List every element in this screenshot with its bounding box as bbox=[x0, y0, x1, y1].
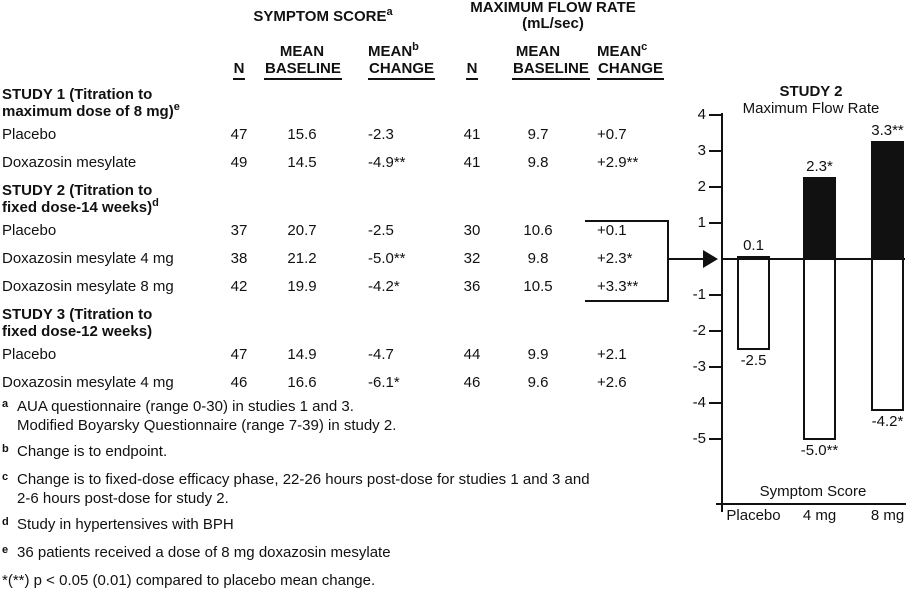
cell-symptom-n: 47 bbox=[230, 125, 248, 143]
y-tick-label: 3 bbox=[697, 142, 706, 159]
cell-symptom-baseline: 20.7 bbox=[287, 221, 317, 239]
n-label: N bbox=[466, 60, 479, 80]
footnote-line: a AUA questionnaire (range 0-30) in studies 1 and 3. bbox=[2, 398, 354, 415]
cell-flow-change: +0.1 bbox=[597, 221, 627, 239]
y-tick-label: -2 bbox=[692, 322, 706, 339]
y-tick-mark bbox=[709, 294, 722, 296]
y-tick-label: 1 bbox=[697, 214, 706, 231]
cell-flow-n: 41 bbox=[463, 125, 481, 143]
footnote-line: Modified Boyarsky Questionnaire (range 7-39) in study 2. bbox=[17, 417, 397, 434]
x-axis-line bbox=[716, 503, 906, 505]
bar-flow-rate-4-mg bbox=[803, 177, 836, 260]
row-label: Doxazosin mesylate 4 mg bbox=[2, 249, 174, 267]
cell-flow-baseline: 9.7 bbox=[527, 125, 549, 143]
row-label: Placebo bbox=[2, 125, 57, 143]
cell-symptom-n: 49 bbox=[230, 153, 248, 171]
cell-symptom-change: -4.2* bbox=[368, 277, 400, 295]
y-tick-mark bbox=[709, 222, 722, 224]
row-label: Doxazosin mesylate 4 mg bbox=[2, 373, 174, 391]
cell-symptom-change: -6.1* bbox=[368, 373, 400, 391]
y-tick-label: -3 bbox=[692, 358, 706, 375]
efficacy-table bbox=[2, 0, 674, 593]
cell-symptom-change: -2.3 bbox=[368, 125, 394, 143]
footnote-line: c Change is to fixed-dose efficacy phase, 22-26 hours post-dose for studies 1 and 3 and bbox=[2, 471, 590, 488]
footnote-line: *(**) p < 0.05 (0.01) compared to placebo mean change. bbox=[2, 572, 376, 589]
cell-symptom-change: -2.5 bbox=[368, 221, 394, 239]
cell-symptom-baseline: 15.6 bbox=[287, 125, 317, 143]
cell-symptom-n: 38 bbox=[230, 249, 248, 267]
row-label: Doxazosin mesylate bbox=[2, 153, 137, 171]
table-row bbox=[2, 148, 674, 176]
cell-flow-n: 30 bbox=[463, 221, 481, 239]
cell-flow-baseline: 10.5 bbox=[523, 277, 553, 295]
cell-flow-change: +3.3** bbox=[597, 277, 639, 295]
category-label-placebo: Placebo bbox=[726, 507, 781, 524]
footnote-line: b Change is to endpoint. bbox=[2, 443, 168, 460]
cell-symptom-n: 46 bbox=[230, 373, 248, 391]
bar-value-label: 0.1 bbox=[743, 237, 764, 254]
n-label: N bbox=[233, 60, 246, 80]
y-tick-label: -4 bbox=[692, 394, 706, 411]
y-tick-label: -1 bbox=[692, 286, 706, 303]
cell-flow-n: 32 bbox=[463, 249, 481, 267]
bar-value-label: -2.5 bbox=[740, 352, 767, 369]
cell-flow-baseline: 10.6 bbox=[523, 221, 553, 239]
footnote bbox=[2, 471, 674, 507]
y-tick-mark bbox=[709, 150, 722, 152]
header-row-columns bbox=[2, 60, 674, 77]
header-ss-n bbox=[214, 60, 264, 80]
footnote-ref-d: d bbox=[152, 197, 159, 209]
cell-flow-n: 41 bbox=[463, 153, 481, 171]
chart-subtitle: Maximum Flow Rate bbox=[742, 100, 880, 117]
footnote-marker: a bbox=[2, 398, 9, 410]
footnote-ref-b: b bbox=[412, 41, 419, 53]
header-row-mean bbox=[2, 43, 674, 60]
y-tick-label: 4 bbox=[697, 106, 706, 123]
cell-symptom-baseline: 14.5 bbox=[287, 153, 317, 171]
footnote-line: d Study in hypertensives with BPH bbox=[2, 516, 234, 533]
bar-flow-rate-8-mg bbox=[871, 141, 904, 260]
cell-symptom-change: -4.9** bbox=[368, 153, 406, 171]
cell-symptom-n: 37 bbox=[230, 221, 248, 239]
header-ss-baseline bbox=[264, 60, 340, 80]
section-title-line2: fixed dose-14 weeks)$^d$ bbox=[2, 197, 159, 216]
y-axis-line bbox=[721, 113, 723, 505]
footnote-ref-a: a bbox=[386, 6, 393, 18]
cell-flow-n: 36 bbox=[463, 277, 481, 295]
table-row bbox=[2, 340, 674, 368]
footnote-line: e 36 patients received a dose of 8 mg doxazosin mesylate bbox=[2, 544, 391, 561]
mean-word: MEAN bbox=[597, 43, 642, 60]
study2-flow-change-callout-box bbox=[585, 220, 669, 302]
table-section-title bbox=[2, 306, 674, 340]
table-row bbox=[2, 120, 674, 148]
cell-flow-change: +0.7 bbox=[597, 125, 627, 143]
y-tick-mark bbox=[709, 114, 722, 116]
mean-word: MEAN bbox=[368, 43, 413, 60]
cell-flow-change: +2.3* bbox=[597, 249, 633, 267]
bar-symptom-score-8-mg bbox=[871, 258, 904, 411]
change-label: CHANGE bbox=[368, 60, 435, 80]
change-label: CHANGE bbox=[597, 60, 664, 80]
cell-symptom-baseline: 14.9 bbox=[287, 345, 317, 363]
chart-title: STUDY 2 bbox=[779, 83, 843, 100]
column-group-symptom-score bbox=[214, 6, 432, 25]
row-label: Placebo bbox=[2, 345, 57, 363]
row-label: Doxazosin mesylate 8 mg bbox=[2, 277, 174, 295]
footnote bbox=[2, 572, 674, 589]
bar-value-label: 2.3* bbox=[806, 158, 833, 175]
cell-flow-baseline: 9.9 bbox=[527, 345, 549, 363]
symptom-score-title: SYMPTOM SCORE bbox=[253, 8, 387, 25]
header-ss-mean: MEAN bbox=[279, 43, 325, 60]
study2-bar-chart bbox=[660, 75, 918, 545]
section-title-line2: maximum dose of 8 mg)$^e$ bbox=[2, 101, 180, 120]
category-label-4-mg: 4 mg bbox=[802, 507, 837, 524]
bar-value-label: -5.0** bbox=[800, 442, 839, 459]
cell-symptom-baseline: 16.6 bbox=[287, 373, 317, 391]
cell-flow-change: +2.1 bbox=[597, 345, 627, 363]
bar-value-label: 3.3** bbox=[871, 122, 904, 139]
bar-value-label: -4.2* bbox=[871, 413, 904, 430]
cell-flow-change: +2.6 bbox=[597, 373, 627, 391]
y-tick-mark bbox=[709, 438, 722, 440]
table-row bbox=[2, 272, 674, 300]
cell-flow-baseline: 9.8 bbox=[527, 153, 549, 171]
footnote bbox=[2, 544, 674, 563]
category-label-8-mg: 8 mg bbox=[870, 507, 905, 524]
y-tick-label: 2 bbox=[697, 178, 706, 195]
section-title-line1: STUDY 1 (Titration to bbox=[2, 86, 153, 103]
table-section-title bbox=[2, 182, 674, 216]
cell-flow-change: +2.9** bbox=[597, 153, 639, 171]
cell-symptom-baseline: 19.9 bbox=[287, 277, 317, 295]
footnote bbox=[2, 398, 674, 434]
header-ss-mean-change-word bbox=[340, 43, 432, 60]
y-tick-label: -5 bbox=[692, 430, 706, 447]
cell-symptom-change: -5.0** bbox=[368, 249, 406, 267]
header-fr-change bbox=[564, 60, 672, 80]
bar-symptom-score-placebo bbox=[737, 258, 770, 350]
table-row bbox=[2, 368, 674, 396]
footnote-ref-e: e bbox=[173, 101, 180, 113]
x-axis-label: Symptom Score bbox=[759, 483, 867, 500]
row-label: Placebo bbox=[2, 221, 57, 239]
header-fr-baseline bbox=[512, 60, 589, 80]
cell-symptom-n: 42 bbox=[230, 277, 248, 295]
cell-flow-baseline: 9.8 bbox=[527, 249, 549, 267]
section-title-line1: STUDY 2 (Titration to bbox=[2, 182, 153, 199]
max-flow-rate-title: MAXIMUM FLOW RATE bbox=[470, 0, 636, 16]
header-fr-mean-change-word bbox=[564, 43, 672, 60]
cell-symptom-baseline: 21.2 bbox=[287, 249, 317, 267]
y-tick-mark bbox=[709, 330, 722, 332]
footnote-marker: c bbox=[2, 471, 9, 483]
max-flow-rate-units: (mL/sec) bbox=[522, 15, 584, 32]
bar-symptom-score-4-mg bbox=[803, 258, 836, 440]
y-tick-mark bbox=[709, 186, 722, 188]
table-row bbox=[2, 216, 674, 244]
table-section-title bbox=[2, 86, 674, 120]
footnote-marker: b bbox=[2, 443, 9, 455]
section-title-line2: fixed dose-12 weeks) bbox=[2, 323, 153, 340]
header-fr-mean: MEAN bbox=[515, 43, 561, 60]
footnote-ref-c: c bbox=[641, 41, 648, 53]
header-ss-change bbox=[340, 60, 435, 80]
cell-symptom-n: 47 bbox=[230, 345, 248, 363]
cell-flow-n: 46 bbox=[463, 373, 481, 391]
footnote bbox=[2, 516, 674, 535]
footnote bbox=[2, 443, 674, 462]
footnote-line: 2-6 hours post-dose for study 2. bbox=[17, 490, 229, 507]
cell-symptom-change: -4.7 bbox=[368, 345, 394, 363]
footnote-marker: d bbox=[2, 516, 9, 528]
cell-flow-n: 44 bbox=[463, 345, 481, 363]
y-tick-mark bbox=[709, 402, 722, 404]
section-title-line1: STUDY 3 (Titration to bbox=[2, 306, 153, 323]
table-row bbox=[2, 244, 674, 272]
baseline-label: BASELINE bbox=[264, 60, 342, 80]
footnotes bbox=[2, 398, 674, 589]
column-group-max-flow-rate bbox=[432, 0, 674, 32]
footnote-marker: e bbox=[2, 544, 9, 556]
cell-flow-baseline: 9.6 bbox=[527, 373, 549, 391]
header-fr-n bbox=[432, 60, 512, 80]
baseline-label: BASELINE bbox=[512, 60, 590, 80]
